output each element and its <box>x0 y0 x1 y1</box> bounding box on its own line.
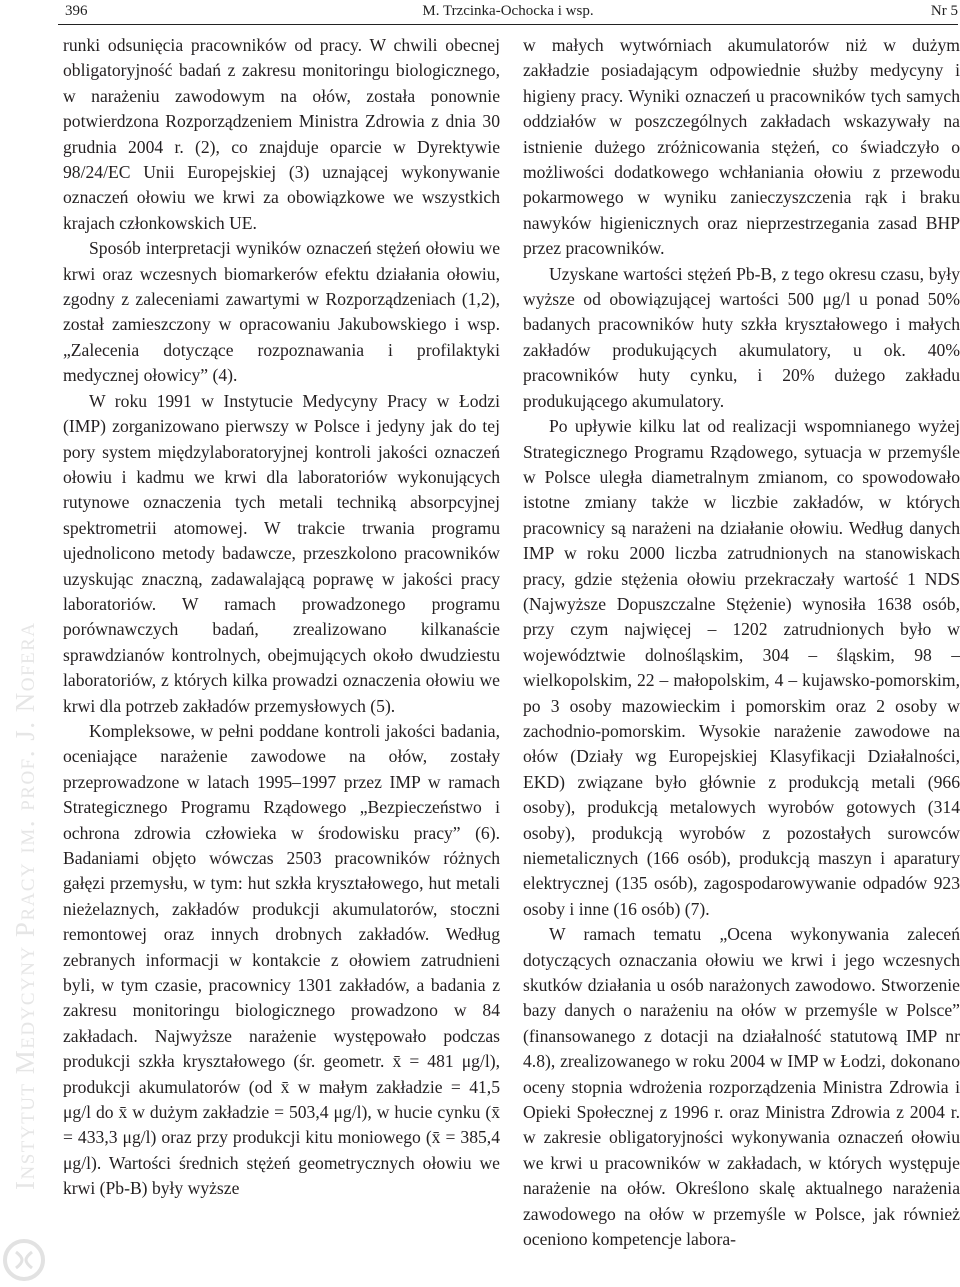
paragraph: w małych wytwórniach akumulatorów niż w dużym zakładzie posiadającym odpowiednie służby medycyny i higieny pracy. Wyniki oznaczeń u pracowników tych samych oddziałów w poszczególnych zakładach wskazywały na istnienie dużego zróżnicowania stężeń, co świadczyło o możliwości dodatkowego wchłaniania ołowiu z przewodu pokarmowego w wyniku zanieczyszczenia rąk i braku nawyków higienicznych oraz nieprzestrzegania zasad BHP przez pracowników. <box>523 35 960 259</box>
paragraph: Po upływie kilku lat od realizacji wspomnianego wyżej Strategicznego Programu Rządowego, sytuacja w przemyśle w Polsce uległa diametralnym zmianom, co spowodowało istotne zmiany także w liczbie zakładów, w których pracownicy są narażeni na działanie ołowiu. Według danych IMP w roku 2000 liczba zatrudnionych na stanowiskach pracy, gdzie stężenia ołowiu przekraczały wartość 1 NDS (Najwyższe Dopuszczalne Stężenie) wynosiła 1638 osób, przy czym najwięcej – 1202 zatrudnionych było w województwie dolnośląskim, 304 – śląskim, 98 – wielkopolskim, 22 – małopolskim, 4 – kujawsko-pomorskim, po 3 osoby mazowieckim i pomorskim oraz 2 osoby w zachodnio-pomorskim. Wysokie narażenie zawodowe na ołów (Działy wg Europejskiej Klasyfikacji Działalności, EKD) związane było głównie z produkcją metali (966 osoby), produkcją metalowych wyrobów gotowych (314 osoby), produkcją wyrobów z pozostałych surowców niemetalicznych (166 osób), produkcją maszyn i aparatury elektrycznej (135 osób), zagospodarowywanie odpadów 923 osoby i inne (16 osób) (7). <box>523 416 960 919</box>
running-title: M. Trzcinka-Ochocka i wsp. <box>422 3 594 19</box>
paragraph: runki odsunięcia pracowników od pracy. W chwili obecnej obligatoryjność badań z zakresu monitoringu biologicznego, w narażeniu zawodowym na ołów, została ponownie potwierdzona Rozporządzeniem Ministra Zdrowia z dnia 30 grudnia 2004 r. (2), co znajduje oparcie w Dyrektywie 98/24/EC Unii Europejskiej (3) uznającej wykonywanie oznaczeń ołowiu we krwi za obowiązkowe we wszystkich krajach członkowskich UE. <box>63 35 500 233</box>
issue-number: Nr 5 <box>930 3 958 19</box>
page-number: 396 <box>65 3 88 19</box>
institute-logo-icon <box>2 1238 46 1282</box>
watermark-text: Instytut Medycyny Pracy im. prof. J. Nofera <box>10 621 40 1190</box>
page-header <box>58 0 958 22</box>
paragraph: Sposób interpretacji wyników oznaczeń stężeń ołowiu we krwi oraz wczesnych biomarkerów efektu działania ołowiu, zgodny z zaleceniami zawartymi w Rozporządzeniach (1,2), został zamieszczony w opracowaniu Jakubowskiego i wsp. „Zalecenia dotyczące rozpoznawania i profilaktyki medycznej ołowicy” (4). <box>63 238 500 386</box>
paragraph: W ramach tematu „Ocena wykonywania zaleceń dotyczących oznaczania ołowiu we krwi i jego wczesnych skutków działania u osób narażonych zawodowo. Stworzenie bazy danych o narażeniu na ołów w przemyśle w Polsce” (finansowanego z dotacji na działalność statutową IMP nr 4.8), zrealizowanego w roku 2004 w IMP w Łodzi, dokonano oceny stopnia wdrożenia rozporządzenia Ministra Zdrowia i Opieki Społecznej z 1996 r. oraz Ministra Zdrowia z 2004 r. w zakresie obligatoryjności wykonywania oznaczeń ołowiu we krwi u pracowników w zakładach, w których występuje narażenie na ołów. Określono skalę aktualnego narażenia zawodowego na ołów w przemyśle w Polsce, jak również oceniono kompetencje labora- <box>523 924 960 1250</box>
right-column <box>523 33 960 1253</box>
paragraph: W roku 1991 w Instytucie Medycyny Pracy w Łodzi (IMP) zorganizowano pierwszy w Polsce i jedyny jak do tej pory system międzylaboratoryjnej kontroli jakości oznaczeń ołowiu i kadmu we krwi dla laboratoriów wykonujących rutynowe oznaczenia tych metali techniką absorpcyjnej spektrometrii atomowej. W trakcie trwania programu ujednolicono metody badawcze, przeszkolono pracowników uzyskując znaczną, zadawalającą poprawę w jakości pracy laboratoriów. W ramach prowadzonego programu porównawczych badań, zrealizowano kilkanaście sprawdzianów kontrolnych, obejmujących około dwudziestu laboratoriów, z których kilka prowadzi oznaczenia ołowiu we krwi dla potrzeb zakładów przemysłowych (5). <box>63 390 500 716</box>
paragraph: Kompleksowe, w pełni poddane kontroli jakości badania, oceniające narażenie zawodowe na ołów, zostały przeprowadzone w latach 1995–1997 przez IMP w ramach Strategicznego Programu Rządowego „Bezpieczeństwo i ochrona zdrowia człowieka w środowisku pracy” (6). Badaniami objęto wówczas 2503 pracowników różnych gałęzi przemysłu, w tym: hut szkła kryształowego, hut metali nieżelaznych, zakładów produkcji akumulatorów, stoczni remontowej oraz innych drobnych zakładów. Według zebranych informacji w kontakcie z ołowiem zatrudnieni byli, w tym czasie, pracownicy 1301 zakładów, a badania z zakresu monitoringu biologicznego prowadzono w 84 zakładach. Najwyższe narażenie występowało podczas produkcji szkła kryształowego (śr. geometr. x̄ = 481 μg/l), produkcji akumulatorów (od x̄ w małym zakładzie = 41,5 μg/l do x̄ w dużym zakładzie = 503,4 μg/l), w hucie cynku (x̄ = 433,3 μg/l) oraz przy produkcji kitu moniowego (x̄ = 385,4 μg/l). Wartości średnich stężeń geometrycznych ołowiu we krwi (Pb-B) były wyższe <box>63 720 500 1199</box>
left-column <box>63 33 500 1202</box>
header-rule <box>58 24 958 25</box>
paragraph: Uzyskane wartości stężeń Pb-B, z tego okresu czasu, były wyższe od obowiązującej wartości 500 μg/l u ponad 50% badanych pracowników huty szkła kryształowego i małych zakładów produkujących akumulatory, u ok. 40% pracowników huty cynku, i 20% dużego zakładu produkującego akumulatory. <box>523 263 960 411</box>
